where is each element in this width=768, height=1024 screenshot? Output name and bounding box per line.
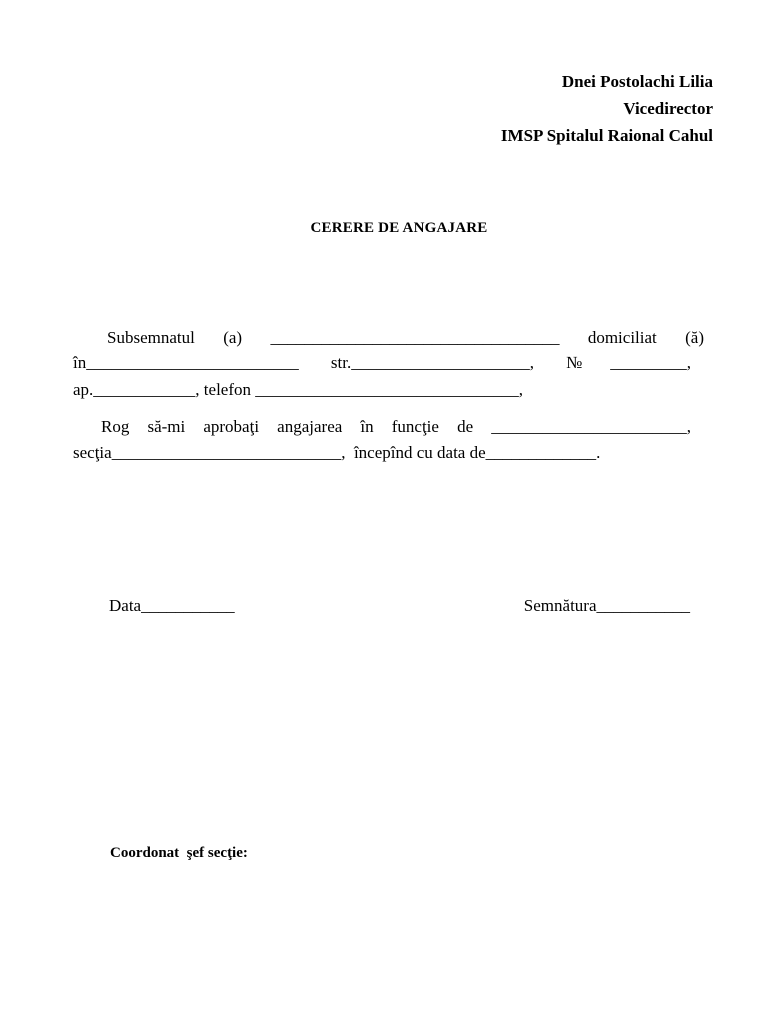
- address-line: în_________________________ str._____________________, №_________,: [73, 353, 691, 372]
- date-field: Data___________: [109, 596, 235, 615]
- document-title: CERERE DE ANGAJARE: [310, 220, 488, 236]
- signature-field: Semnătura___________: [523, 596, 690, 615]
- coordination-label: Coordonat şef secţie:: [110, 845, 248, 861]
- apartment-phone-line: ap.____________, telefon _______________________________,: [73, 380, 523, 399]
- addressee-institution: IMSP Spitalul Raional Cahul: [500, 126, 713, 145]
- addressee-name: Dnei Postolachi Lilia: [561, 72, 713, 91]
- name-and-domicile-line: Subsemnatul (a) __________________________________ domiciliat (ă): [107, 328, 704, 347]
- addressee-position: Vicedirector: [623, 99, 713, 118]
- section-start-date-line: secţia___________________________, începînd cu data de_____________.: [73, 443, 601, 462]
- position-request-line: Rog să-mi aprobaţi angajarea în funcţie de _______________________,: [101, 417, 691, 436]
